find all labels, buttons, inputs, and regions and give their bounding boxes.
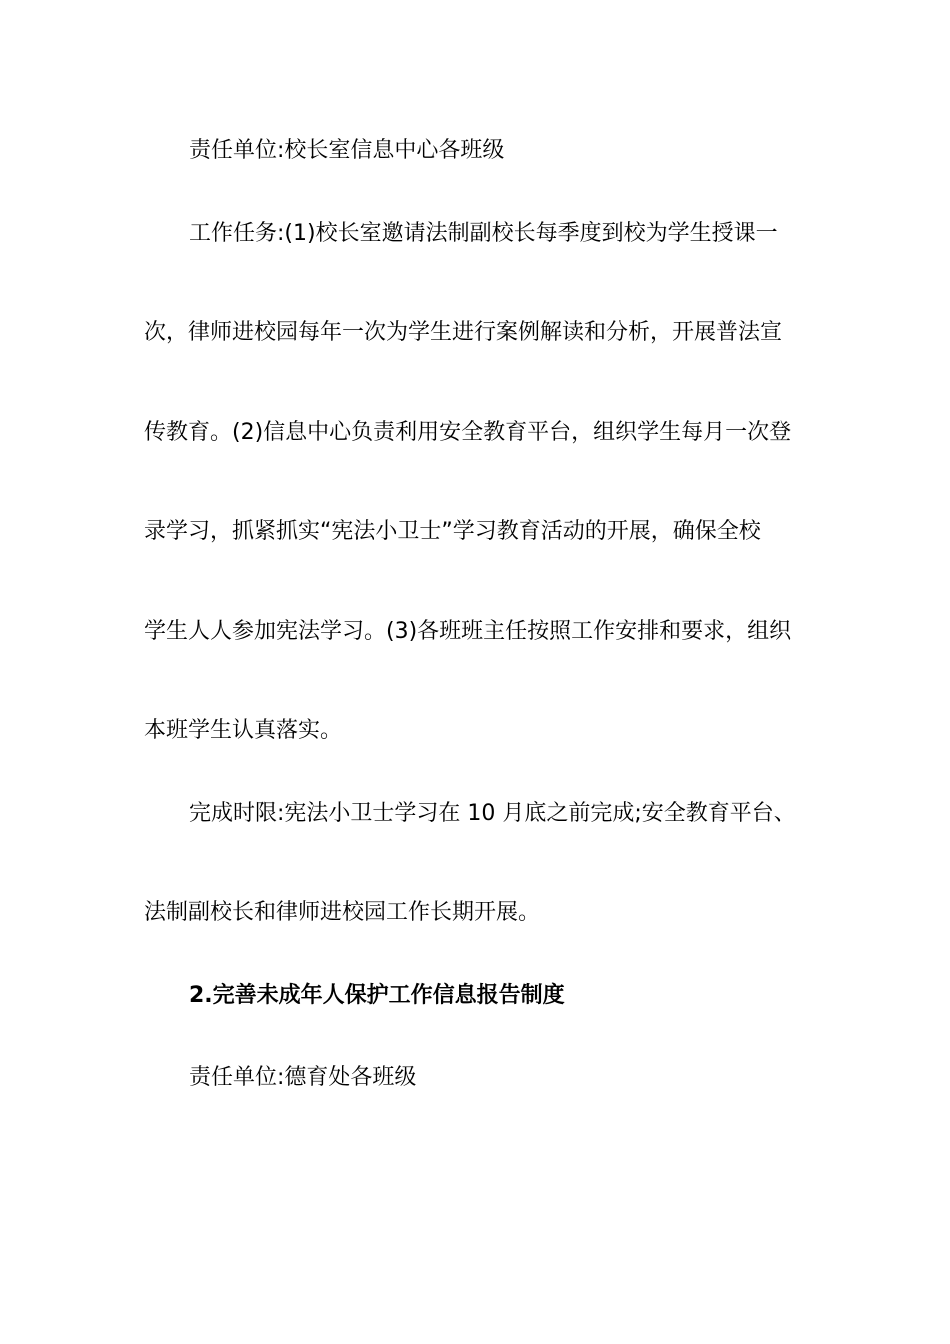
work-task-line-5: 学生人人参加宪法学习。(3)各班班主任按照工作安排和要求，组织 xyxy=(144,619,792,644)
work-task-line-1: 工作任务:(1)校长室邀请法制副校长每季度到校为学生授课一 xyxy=(189,221,778,246)
deadline-line-2: 法制副校长和律师进校园工作长期开展。 xyxy=(144,900,541,925)
responsible-unit-line-1: 责任单位:校长室信息中心各班级 xyxy=(189,138,505,163)
section-heading: 2.完善未成年人保护工作信息报告制度 xyxy=(189,983,565,1008)
work-task-line-3: 传教育。(2)信息中心负责利用安全教育平台，组织学生每月一次登 xyxy=(144,420,792,445)
deadline-line-1: 完成时限:宪法小卫士学习在 10 月底之前完成;安全教育平台、 xyxy=(189,801,796,826)
work-task-line-6: 本班学生认真落实。 xyxy=(144,718,343,743)
work-task-line-4: 录学习，抓紧抓实“宪法小卫士”学习教育活动的开展，确保全校 xyxy=(144,519,761,544)
responsible-unit-line-2: 责任单位:德育处各班级 xyxy=(189,1065,417,1090)
work-task-line-2: 次，律师进校园每年一次为学生进行案例解读和分析，开展普法宣 xyxy=(144,320,783,345)
